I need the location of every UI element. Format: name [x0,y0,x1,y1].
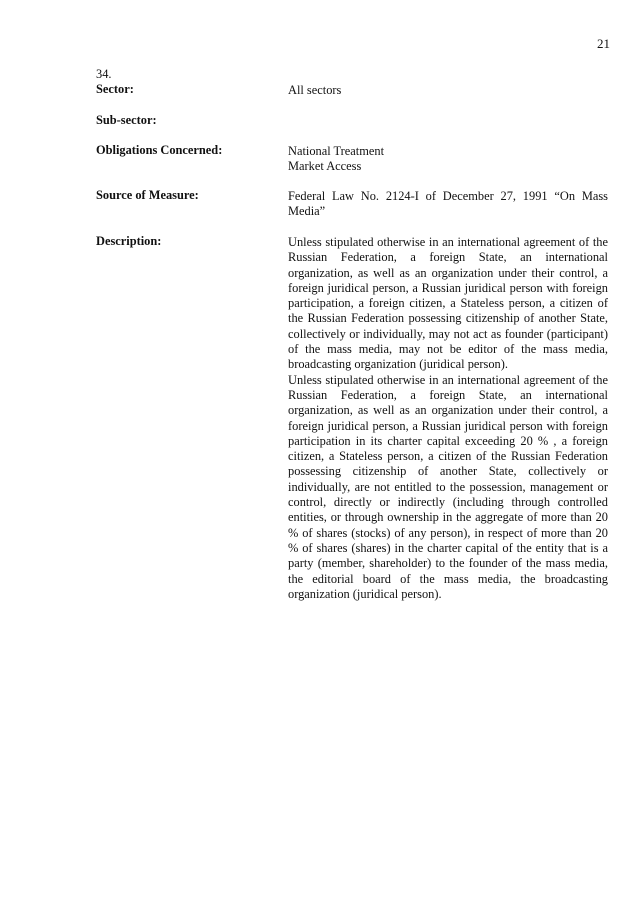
description-label: Description: [96,234,162,248]
sector-label: Sector: [96,82,134,96]
description-body [288,235,608,602]
sector-value: All sectors [288,83,342,97]
obligation-item: Market Access [288,159,362,174]
sub-sector-label: Sub-sector: [96,113,157,127]
entry-number: 34. [96,67,112,81]
page-number: 21 [597,36,610,51]
obligations-label: Obligations Concerned: [96,143,223,157]
description-paragraph: Unless stipulated otherwise in an international agreement of the Russian Federation, a foreign State, an international organization, as well as an organization under their control, a foreign juridical person, a Russian juridical person with foreign participation in its charter capital exceeding 20 % , a foreign citizen, a Stateless person, a citizen of the Russian Federation possessing citizenship of another State, collectively or individually, are not entitled to the possession, management or control, directly or indirectly (including through controlled entities, or through ownership in the aggregate of more than 20 % of shares (stocks) of any person), in respect of more than 20 % of shares (shares) in the charter capital of the entity that is a party (member, shareholder) to the founder of the mass media, the editorial board of the mass media, the broadcasting organization (juridical person). [288,372,608,601]
description-paragraph: Unless stipulated otherwise in an international agreement of the Russian Federation, a foreign State, an international organization, as well as an organization under their control, a foreign juridical person, a Russian juridical person with foreign participation, a foreign citizen, a Stateless person, a citizen of the Russian Federation possessing citizenship of another State, collectively or individually, may not act as founder (participant) of the mass media, may not be editor of the mass media, broadcasting organization (juridical person). [288,235,608,372]
obligations-values [288,144,608,175]
source-label: Source of Measure: [96,188,199,202]
source-value: Federal Law No. 2124-I of December 27, 1991 “On Mass Media” [288,189,608,219]
obligation-item: National Treatment [288,144,385,158]
